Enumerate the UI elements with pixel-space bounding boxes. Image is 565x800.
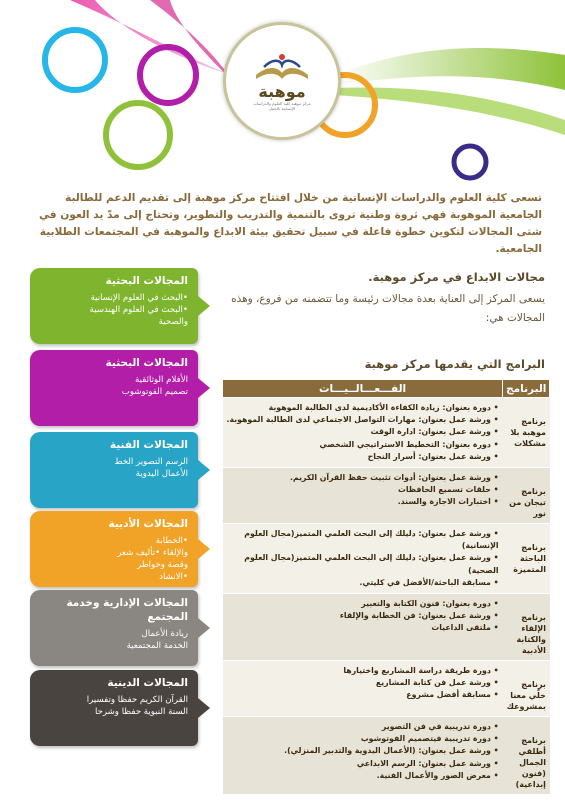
banner-item: القرآن الكريم حفظا وتفسيرا: [86, 695, 188, 705]
activity-item: • دورة تدريبية فيتصميم الفوتوشوب: [360, 734, 499, 744]
moheba-logo: [223, 22, 341, 140]
activity-item: • ورشة عمل بعنوان: فن الخطابة والإلقاء: [339, 611, 499, 621]
activity-item: • ورشة عمل فن كتابة المشاريع: [375, 678, 499, 688]
banner-item: •البحث في العلوم الهندسية: [89, 305, 188, 315]
activity-item: الإنسانية): [461, 541, 499, 551]
activity-item: • حلقات تسميع الحافظات: [398, 485, 499, 495]
table-row: [223, 398, 550, 468]
logo-title: موهبة: [258, 82, 306, 101]
banner-item: الأفلام الوثائقية: [135, 375, 188, 385]
program-name: برنامج أطلقي الجمال (فنون إبداعية): [503, 717, 550, 795]
banner-item: الخدمة المجتمعية: [126, 641, 188, 651]
activity-item: • دورة بعنوان: زيادة الكفاءة الأكاديمية لدى الطالبة الموهوبة: [268, 403, 499, 412]
banner-item: والإلقاء •تأليف شعر: [117, 548, 188, 558]
fields-section-body: يسعى المركز إلى العناية بعدة مجالات رئيسة وما تتضمنه من فروع، وهذه المجالات هي:: [231, 293, 545, 324]
banner-media-fields: [30, 350, 198, 426]
table-row: [223, 661, 550, 717]
activity-item: • ورشة عمل بعنوان: أدوات تثبيت حفظ القرآن الكريم.: [290, 473, 499, 483]
banner-title: المجالات الإدارية وخدمة المجتمع: [66, 597, 188, 623]
program-activities: [223, 468, 503, 524]
banner-item: •البحث في العلوم الإنسانية: [90, 293, 188, 303]
programs-table: [222, 379, 550, 795]
table-header-row: [223, 380, 550, 398]
program-activities: [223, 398, 503, 468]
banner-religious-fields: [30, 670, 198, 746]
banner-art-fields: [30, 432, 198, 508]
activity-item: • دورة بعنوان: التخطيط الاستراتيجي الشخصي: [319, 439, 499, 449]
banner-title: المجالات البحثية: [105, 275, 188, 287]
program-name: برنامج الباحثة المتميزة: [503, 524, 550, 594]
logo-subtitle: مركز موهبة كلية العلوم والدراسات الإنسانية بالجبيل: [253, 101, 311, 111]
activity-item: • ورشة عمل بعنوان: مهارات التواصل الاجتماعي لدى الطالبة الموهوبة.: [226, 415, 499, 425]
activity-item: • ورشة عمل بعنوان: (الأعمال اليدوية والتدبير المنزلي).: [284, 746, 499, 756]
table-row: [223, 594, 550, 661]
banner-item: والصحية: [158, 317, 188, 327]
header-activities: الفـــعـــالــيـــات: [223, 380, 503, 398]
activity-item: • اختبارات الاجازة والسند.: [397, 497, 499, 507]
header-program: البرنامج: [503, 380, 550, 398]
banner-title: المجالات الأدبية: [108, 518, 188, 530]
program-name: برنامج تيجان من نور: [503, 468, 550, 524]
program-name: برنامج خلّي معنا بمشروعك: [503, 661, 550, 717]
program-name: برنامج موهبة بلا مشكلات: [503, 398, 550, 468]
banner-item: الأعمال اليدوية: [135, 469, 188, 479]
activity-item: الصحية): [468, 565, 499, 575]
banner-item: تصميم الفوتوشوب: [121, 387, 188, 397]
activity-item: • ورشة عمل بعنوان: دليلك إلى البحث العلمي المتميز(مجال العلوم: [244, 553, 499, 563]
program-activities: [223, 717, 503, 795]
activity-item: • دورة طريقة دراسة المشاريع واختيارها: [343, 666, 499, 676]
activity-item: • ورشة عمل بعنوان: الرسم الابداعي: [356, 758, 499, 768]
activity-item: • ورشة عمل بعنوان: أسرار النجاح: [367, 451, 499, 461]
banner-title: المجالات الدينية: [107, 677, 188, 689]
banner-item: •الخطابة: [155, 536, 188, 546]
programs-section-title: البرامج التي يقدمها مركز موهبة: [364, 357, 545, 371]
activity-item: • معرض الصور والأعمال الفنية.: [376, 770, 499, 780]
activity-item: • دورة تدريبية في فن التصوير: [381, 722, 499, 732]
program-name: برنامج الإلقاء والكتابة الأدبية: [503, 594, 550, 661]
banner-admin-community-fields: [30, 590, 198, 666]
activity-item: • مسابقة أفضل مشروع: [406, 690, 499, 700]
table-row: [223, 717, 550, 795]
banner-research-fields: [30, 268, 198, 344]
table-row: [223, 524, 550, 594]
fields-section-title: مجالات الابداع في مركز موهبة.: [368, 270, 545, 284]
program-activities: [223, 524, 503, 594]
banner-item: •الانشاد: [159, 572, 188, 582]
activity-item: • ورشة عمل بعنوان: دليلك إلى البحث العلمي المتميز(مجال العلوم: [244, 529, 499, 539]
activity-item: • ملتقى الداعيات: [431, 623, 499, 633]
program-activities: [223, 661, 503, 717]
banner-item: السنة النبوية حفظا وشرحا: [94, 707, 188, 717]
activity-item: • ورشة عمل بعنوان: ادارة الوقت: [370, 427, 499, 437]
intro-paragraph: تسعى كلية العلوم والدراسات الإنسانية من خلال افتتاح مركز موهبة إلى تقديم الدعم للطالبة الجامعية الموهوبة فهي ثروة وطنية تروى بالتنمية والتدريب والتطوير، وتحتاج إلى مدّ يد العون في شتى المجالات لتكوين خطوة فاعلة في سبيل تحقيق بيئة الابداع والموهبة في المجتمعات الطلابية الجامعية.: [38, 192, 542, 255]
banner-literary-fields: [30, 511, 198, 587]
activity-item: • مسابقة الباحثة/الأفضل في كليتي.: [359, 577, 499, 587]
activity-item: • دورة بعنوان: فنون الكتابة والتعبير: [361, 599, 499, 609]
program-activities: [223, 594, 503, 661]
open-book-logo-icon: [250, 51, 314, 83]
banner-title: المجالات الفنية: [109, 439, 188, 451]
table-row: [223, 468, 550, 524]
banner-title: المجالات البحثية: [105, 357, 188, 369]
banner-item: ريادة الأعمال: [141, 629, 188, 639]
banner-item: الرسم التصوير الخط: [114, 457, 188, 467]
banner-item: وقصة وخواطر: [137, 560, 188, 570]
